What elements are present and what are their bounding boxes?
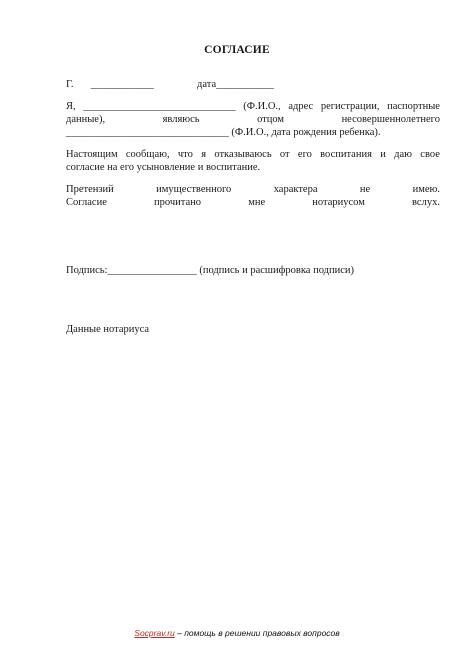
notary-label: Данные нотариуса (66, 324, 150, 335)
claims-word: имею. (412, 184, 440, 195)
document-title: СОГЛАСИЕ (204, 44, 270, 56)
read-word: нотариусом (312, 197, 365, 208)
footer-tagline: – помощь в решении правовых вопросов (174, 628, 340, 638)
party-word: несовершеннолетнего (341, 114, 440, 125)
party-line-2 (66, 113, 440, 126)
notice-word: что (177, 149, 193, 160)
party-word: Я, (66, 101, 76, 112)
notice-word: даю (394, 149, 412, 160)
city-label: Г. (66, 79, 74, 90)
party-name-blank: _____________________________ (83, 101, 236, 112)
city-date-line (66, 78, 274, 91)
claims-word: характера (273, 184, 318, 195)
claims-word: имущественного (156, 184, 232, 195)
notice-line-1 (66, 148, 440, 161)
party-line-1 (66, 100, 440, 113)
footer (0, 628, 474, 638)
notice-word: от (279, 149, 290, 160)
read-word: Согласие (66, 197, 107, 208)
notice-word: сообщаю, (125, 149, 170, 160)
party-word: адрес (288, 101, 314, 112)
party-line-3: _______________________________ (Ф.И.О., дата рождения ребенка). (66, 127, 381, 138)
claims-line (66, 183, 440, 196)
claims-word: не (359, 184, 371, 195)
notice-word: воспитания (320, 149, 372, 160)
notice-word: Настоящим (66, 149, 118, 160)
signature-line: Подпись:_________________ (подпись и расшифровка подписи) (66, 265, 355, 276)
party-word: данные), (66, 114, 106, 125)
party-word: отцом (257, 114, 285, 125)
footer-brand-link[interactable]: Socprav.ru (134, 628, 175, 638)
notice-word: отказываюсь (214, 149, 272, 160)
date-label: дата (197, 79, 217, 90)
notice-word: и (380, 149, 386, 160)
party-word: являюсь (162, 114, 200, 125)
party-word: (Ф.И.О., (243, 101, 281, 112)
read-word: прочитано (154, 197, 202, 208)
read-word: вслух. (412, 197, 440, 208)
read-word: мне (248, 197, 266, 208)
date-blank: ___________ (216, 79, 274, 90)
claims-word: Претензий (66, 184, 114, 195)
party-word: регистрации, (320, 101, 380, 112)
notice-word: я (201, 149, 207, 160)
city-blank: ____________ (90, 79, 154, 90)
notice-word: свое (420, 149, 440, 160)
notice-word: его (297, 149, 312, 160)
read-line (66, 196, 440, 209)
notice-line-2: согласие на его усыновление и воспитание. (66, 162, 261, 173)
party-word: паспортные (387, 101, 440, 112)
